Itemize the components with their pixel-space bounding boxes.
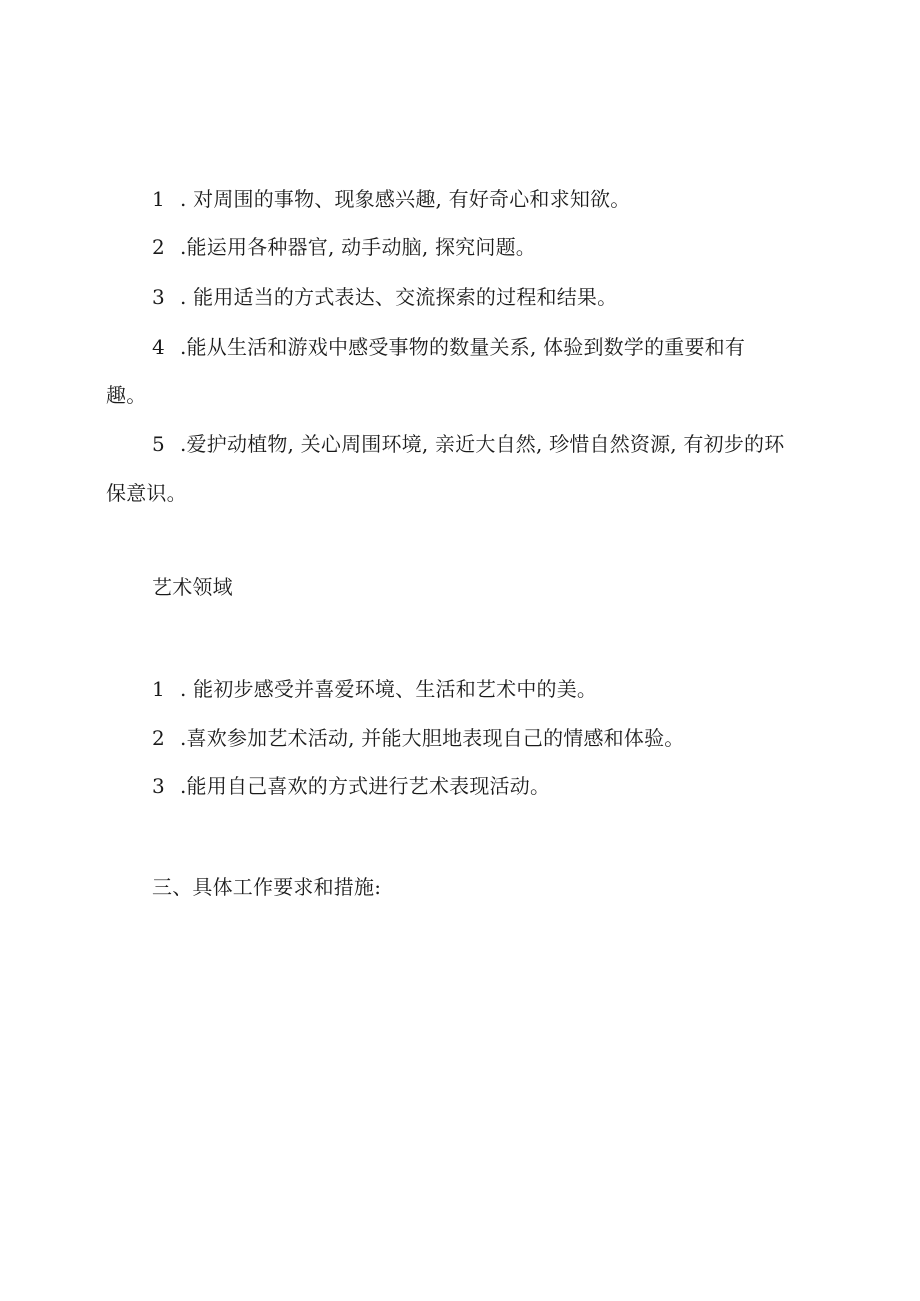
item-text: .能用自己喜欢的方式进行艺术表现活动。 [180,774,551,798]
science-item-4-continuation: 趣。 [106,383,147,407]
art-item-3 [152,774,550,798]
item-text: . 对周围的事物、现象感兴趣, 有好奇心和求知欲。 [180,187,631,211]
item-text: . 能用适当的方式表达、交流探索的过程和结果。 [180,285,618,309]
science-item-1 [152,187,630,211]
science-item-2 [152,235,536,259]
item-number: 3 [152,285,165,309]
item-text: .爱护动植物, 关心周围环境, 亲近大自然, 珍惜自然资源, 有初步的环 [180,432,785,456]
item-text: .喜欢参加艺术活动, 并能大胆地表现自己的情感和体验。 [180,726,685,750]
art-item-2 [152,726,684,750]
art-section-heading: 艺术领域 [152,575,233,599]
art-item-1 [152,677,597,701]
item-text: .能运用各种器官, 动手动脑, 探究问题。 [180,235,536,259]
science-item-5-continuation: 保意识。 [106,481,187,505]
item-number: 5 [152,432,165,456]
science-item-4 [152,335,745,359]
item-number: 3 [152,774,165,798]
science-item-3 [152,285,617,309]
item-text: .能从生活和游戏中感受事物的数量关系, 体验到数学的重要和有 [180,335,746,359]
item-number: 2 [152,726,165,750]
item-number: 1 [152,187,165,211]
item-number: 4 [152,335,165,359]
item-number: 2 [152,235,165,259]
science-item-5 [152,432,784,456]
item-number: 1 [152,677,165,701]
section-3-heading: 三、具体工作要求和措施: [152,875,382,899]
item-text: . 能初步感受并喜爱环境、生活和艺术中的美。 [180,677,598,701]
